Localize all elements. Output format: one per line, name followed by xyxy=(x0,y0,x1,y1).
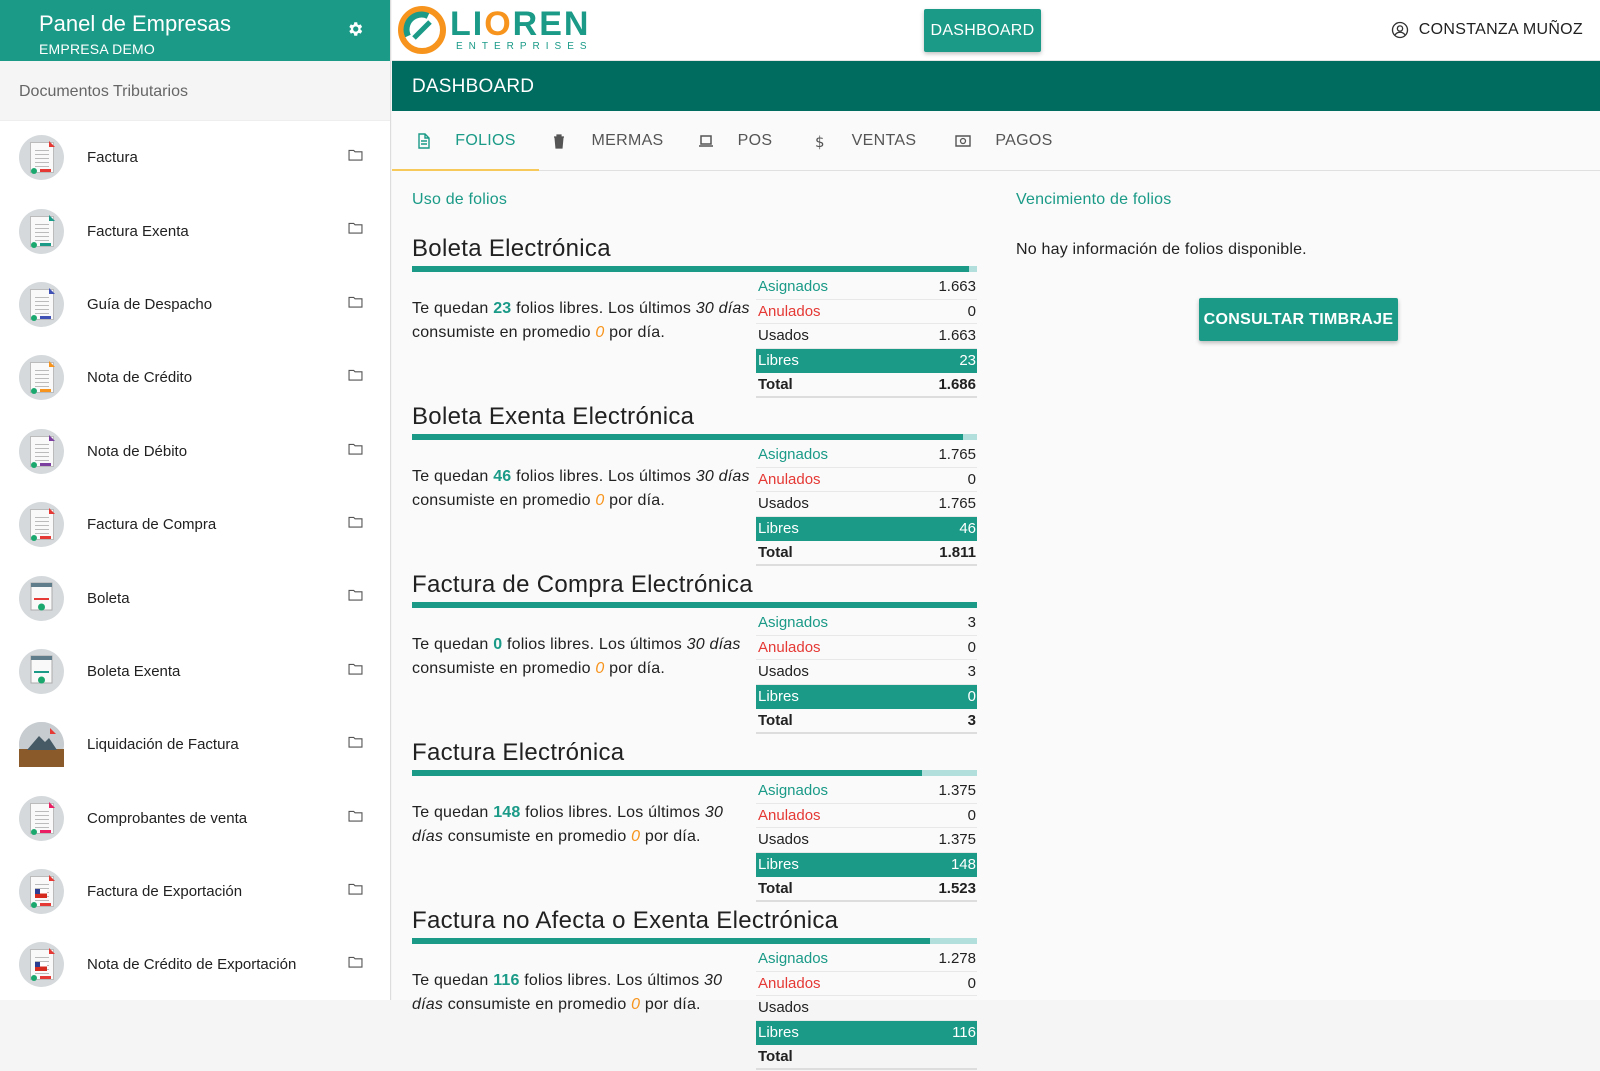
folio-type-title: Factura Electrónica xyxy=(412,739,625,766)
invoice-doc-icon xyxy=(19,282,64,327)
sidebar-item[interactable] xyxy=(0,488,390,561)
folio-type-title: Factura no Afecta o Exenta Electrónica xyxy=(412,907,839,934)
folio-block xyxy=(412,571,977,735)
stats-label: Usados xyxy=(758,999,809,1017)
sidebar-list xyxy=(0,121,390,1002)
logo-name-post: REN xyxy=(512,5,591,43)
folio-stats-table xyxy=(756,779,977,902)
summary-pre: Te quedan xyxy=(412,804,489,821)
receipt-icon xyxy=(19,576,64,621)
sidebar-item[interactable] xyxy=(0,268,390,341)
logo-tagline: ENTERPRISES xyxy=(456,41,593,52)
sidebar-item[interactable] xyxy=(0,855,390,928)
tab-pos[interactable] xyxy=(676,111,794,171)
folio-summary xyxy=(412,633,752,681)
summary-mid2: consumiste en promedio xyxy=(447,996,627,1013)
folio-block xyxy=(412,739,977,903)
folio-summary xyxy=(412,297,752,345)
stats-label: Total xyxy=(758,879,793,897)
svg-text:$: $ xyxy=(814,133,825,151)
gear-icon[interactable] xyxy=(346,20,364,38)
sidebar-item[interactable] xyxy=(0,194,390,267)
stats-row xyxy=(756,300,977,325)
stats-row xyxy=(756,611,977,636)
stats-value: 1.663 xyxy=(938,327,976,345)
stats-row xyxy=(756,660,977,685)
consultar-timbraje-button[interactable]: CONSULTAR TIMBRAJE xyxy=(1199,298,1398,341)
stats-row xyxy=(756,947,977,972)
stats-row xyxy=(756,275,977,300)
tab-pagos[interactable] xyxy=(934,111,1074,171)
stats-row xyxy=(756,709,977,734)
stats-label: Total xyxy=(758,375,793,393)
tab-label: VENTAS xyxy=(851,132,917,149)
sidebar-item-label: Guía de Despacho xyxy=(87,295,213,313)
sidebar-item[interactable] xyxy=(0,708,390,781)
user-account-icon xyxy=(1391,21,1409,39)
stats-label: Total xyxy=(758,543,793,561)
stats-value: 0 xyxy=(967,302,976,320)
stats-row xyxy=(756,877,977,902)
stats-label: Usados xyxy=(758,495,809,513)
stats-row xyxy=(756,636,977,661)
stats-value: 1.375 xyxy=(938,782,976,800)
summary-mid2: consumiste en promedio xyxy=(412,660,591,677)
summary-days: 30 xyxy=(695,300,714,317)
summary-avg: 0 xyxy=(631,828,641,845)
summary-post: por día. xyxy=(644,828,701,845)
stats-label: Asignados xyxy=(758,950,829,968)
stats-label: Anulados xyxy=(758,638,821,656)
dashboard-button[interactable]: DASHBOARD xyxy=(924,9,1041,52)
sidebar-item-label: Boleta xyxy=(87,589,130,607)
stats-value: 3 xyxy=(967,663,976,681)
summary-days: 30 xyxy=(695,468,714,485)
invoice-doc-icon xyxy=(19,135,64,180)
stats-label: Libres xyxy=(758,520,799,538)
tab-label: FOLIOS xyxy=(455,132,516,149)
folio-type-title: Boleta Electrónica xyxy=(412,235,611,262)
summary-mid: folios libres. Los últimos xyxy=(525,804,701,821)
sidebar-item-label: Nota de Débito xyxy=(87,442,188,460)
folio-block xyxy=(412,907,977,1071)
invoice-doc-icon xyxy=(19,209,64,254)
summary-post: por día. xyxy=(609,324,665,341)
liquidation-icon xyxy=(19,722,64,767)
stats-label: Asignados xyxy=(758,782,829,800)
document-icon xyxy=(415,133,443,149)
stats-value: 116 xyxy=(952,1024,976,1042)
stats-row xyxy=(756,1045,977,1070)
lioren-logo[interactable] xyxy=(398,6,593,54)
folio-summary xyxy=(412,969,752,1017)
invoice-doc-icon xyxy=(19,429,64,474)
summary-dias: días xyxy=(709,636,741,653)
stats-value: 0 xyxy=(967,974,976,992)
sidebar-title: Panel de Empresas xyxy=(39,11,231,36)
stats-label: Asignados xyxy=(758,614,829,632)
sidebar-item[interactable] xyxy=(0,341,390,414)
summary-post: por día. xyxy=(609,492,665,509)
receipt-icon xyxy=(19,649,64,694)
summary-days: 30 xyxy=(703,972,723,989)
stats-row xyxy=(756,468,977,493)
stats-row xyxy=(756,853,977,878)
vencimiento-title: Vencimiento de folios xyxy=(1016,191,1172,208)
uso-folios-title: Uso de folios xyxy=(412,191,508,208)
stats-value: 0 xyxy=(967,470,976,488)
stats-label: Libres xyxy=(758,856,799,874)
sidebar-item-label: Nota de Crédito de Exportación xyxy=(87,956,297,974)
stats-label: Anulados xyxy=(758,806,821,824)
stats-label: Usados xyxy=(758,663,809,681)
cash-icon xyxy=(955,133,983,149)
stats-row xyxy=(756,373,977,398)
invoice-doc-icon xyxy=(19,502,64,547)
stats-value: 1.663 xyxy=(938,278,976,296)
stats-value: 1.375 xyxy=(938,831,976,849)
folio-type-title: Factura de Compra Electrónica xyxy=(412,571,753,598)
stats-value: 0 xyxy=(967,688,976,706)
stats-value: 1.523 xyxy=(938,879,976,897)
folio-stats-table xyxy=(756,443,977,566)
folio-stats-table xyxy=(756,947,977,1070)
sidebar-item-label: Nota de Crédito xyxy=(87,369,193,387)
folio-stats-table xyxy=(756,611,977,734)
summary-avg: 0 xyxy=(595,324,605,341)
tab-label: POS xyxy=(737,132,773,149)
user-name: CONSTANZA MUÑOZ xyxy=(1418,21,1583,38)
stats-row xyxy=(756,779,977,804)
stats-row xyxy=(756,517,977,542)
page-title: DASHBOARD xyxy=(392,61,1600,111)
summary-dias: días xyxy=(412,828,444,845)
folio-summary xyxy=(412,801,752,849)
sidebar-item[interactable] xyxy=(0,928,390,1001)
summary-pre: Te quedan xyxy=(412,972,489,989)
summary-libres: 148 xyxy=(493,804,521,821)
sidebar-item[interactable] xyxy=(0,782,390,855)
sidebar xyxy=(0,0,391,1000)
sidebar-item-label: Factura de Compra xyxy=(87,516,217,534)
summary-pre: Te quedan xyxy=(412,468,489,485)
stats-row xyxy=(756,804,977,829)
stats-row xyxy=(756,685,977,710)
tab-label: PAGOS xyxy=(995,132,1053,149)
tab-mermas[interactable] xyxy=(539,111,676,171)
sidebar-item-label: Factura xyxy=(87,149,138,167)
stats-row xyxy=(756,349,977,374)
export-doc-icon xyxy=(19,869,64,914)
summary-avg: 0 xyxy=(631,996,641,1013)
invoice-doc-icon xyxy=(19,796,64,841)
sidebar-item[interactable] xyxy=(0,561,390,634)
summary-mid2: consumiste en promedio xyxy=(412,324,591,341)
stats-row xyxy=(756,972,977,997)
summary-mid: folios libres. Los últimos xyxy=(516,300,692,317)
vencimiento-section xyxy=(1016,171,1576,328)
stats-row xyxy=(756,996,977,1021)
vencimiento-message: No hay información de folios disponible. xyxy=(1016,241,1307,258)
stats-row xyxy=(756,828,977,853)
sidebar-item-label: Boleta Exenta xyxy=(87,662,181,680)
logo-name-o: O xyxy=(484,5,513,43)
summary-mid: folios libres. Los últimos xyxy=(516,468,692,485)
uso-folios-section xyxy=(412,171,977,1065)
stats-value: 3 xyxy=(967,711,976,729)
stats-row xyxy=(756,541,977,566)
logo-name-pre: LI xyxy=(450,5,485,43)
summary-libres: 116 xyxy=(493,972,520,989)
stats-row xyxy=(756,1021,977,1046)
summary-post: por día. xyxy=(609,660,665,677)
summary-libres: 23 xyxy=(493,300,512,317)
summary-avg: 0 xyxy=(595,492,605,509)
summary-dias: días xyxy=(718,468,750,485)
stats-row xyxy=(756,492,977,517)
summary-days: 30 xyxy=(686,636,705,653)
folio-block xyxy=(412,235,977,399)
main-content xyxy=(392,171,1600,1065)
tab-folios[interactable] xyxy=(392,111,539,171)
summary-mid2: consumiste en promedio xyxy=(447,828,627,845)
summary-dias: días xyxy=(718,300,750,317)
company-name: EMPRESA DEMO xyxy=(39,41,155,57)
invoice-doc-icon xyxy=(19,355,64,400)
sidebar-header xyxy=(0,0,390,61)
logo-name xyxy=(450,7,593,41)
topbar xyxy=(392,0,1600,61)
folio-block xyxy=(412,403,977,567)
folio-summary xyxy=(412,465,752,513)
stats-value: 3 xyxy=(967,614,976,632)
stats-label: Usados xyxy=(758,327,809,345)
laptop-icon xyxy=(698,133,726,149)
stats-label: Libres xyxy=(758,1024,799,1042)
sidebar-section-title: Documentos Tributarios xyxy=(0,61,390,121)
folio-stats-table xyxy=(756,275,977,398)
summary-libres: 0 xyxy=(493,636,503,653)
stats-value: 1.686 xyxy=(938,375,976,393)
stats-label: Anulados xyxy=(758,470,821,488)
stats-label: Asignados xyxy=(758,278,829,296)
stats-label: Asignados xyxy=(758,446,829,464)
summary-days: 30 xyxy=(704,804,724,821)
stats-label: Usados xyxy=(758,831,809,849)
summary-mid: folios libres. Los últimos xyxy=(524,972,700,989)
stats-label: Total xyxy=(758,1047,793,1065)
dollar-icon xyxy=(812,133,840,149)
logo-text xyxy=(450,7,593,53)
sidebar-item[interactable] xyxy=(0,415,390,488)
summary-libres: 46 xyxy=(493,468,512,485)
stats-value: 1.811 xyxy=(939,543,976,561)
stats-value: 1.765 xyxy=(938,495,976,513)
sidebar-item-label: Factura de Exportación xyxy=(87,883,243,901)
summary-pre: Te quedan xyxy=(412,636,489,653)
folio-type-title: Boleta Exenta Electrónica xyxy=(412,403,695,430)
tab-ventas[interactable] xyxy=(794,111,934,171)
trash-icon xyxy=(551,133,579,149)
stats-value: 46 xyxy=(959,520,976,538)
stats-value: 1.765 xyxy=(938,446,976,464)
sidebar-item-label: Comprobantes de venta xyxy=(87,809,248,827)
stats-value: 0 xyxy=(967,638,976,656)
summary-mid2: consumiste en promedio xyxy=(412,492,591,509)
tab-label: MERMAS xyxy=(591,132,664,149)
stats-label: Anulados xyxy=(758,974,821,992)
stats-row xyxy=(756,443,977,468)
stats-label: Anulados xyxy=(758,302,821,320)
stats-value: 148 xyxy=(950,856,976,874)
stats-value: 23 xyxy=(959,352,976,370)
sidebar-item-label: Factura Exenta xyxy=(87,222,189,240)
summary-dias: días xyxy=(412,996,444,1013)
summary-post: por día. xyxy=(644,996,701,1013)
sidebar-item[interactable] xyxy=(0,121,390,194)
sidebar-item[interactable] xyxy=(0,635,390,708)
stats-label: Libres xyxy=(758,352,799,370)
summary-avg: 0 xyxy=(595,660,605,677)
stats-value: 1.278 xyxy=(938,950,976,968)
stats-value: 0 xyxy=(967,806,976,824)
summary-pre: Te quedan xyxy=(412,300,489,317)
stats-row xyxy=(756,324,977,349)
logo-mark-icon xyxy=(398,6,446,54)
stats-label: Libres xyxy=(758,688,799,706)
summary-mid: folios libres. Los últimos xyxy=(506,636,683,653)
stats-label: Total xyxy=(758,711,793,729)
tab-bar xyxy=(392,111,1600,171)
sidebar-item-label: Liquidación de Factura xyxy=(87,736,239,754)
export-doc-icon xyxy=(19,942,64,987)
user-menu[interactable] xyxy=(1391,21,1583,39)
